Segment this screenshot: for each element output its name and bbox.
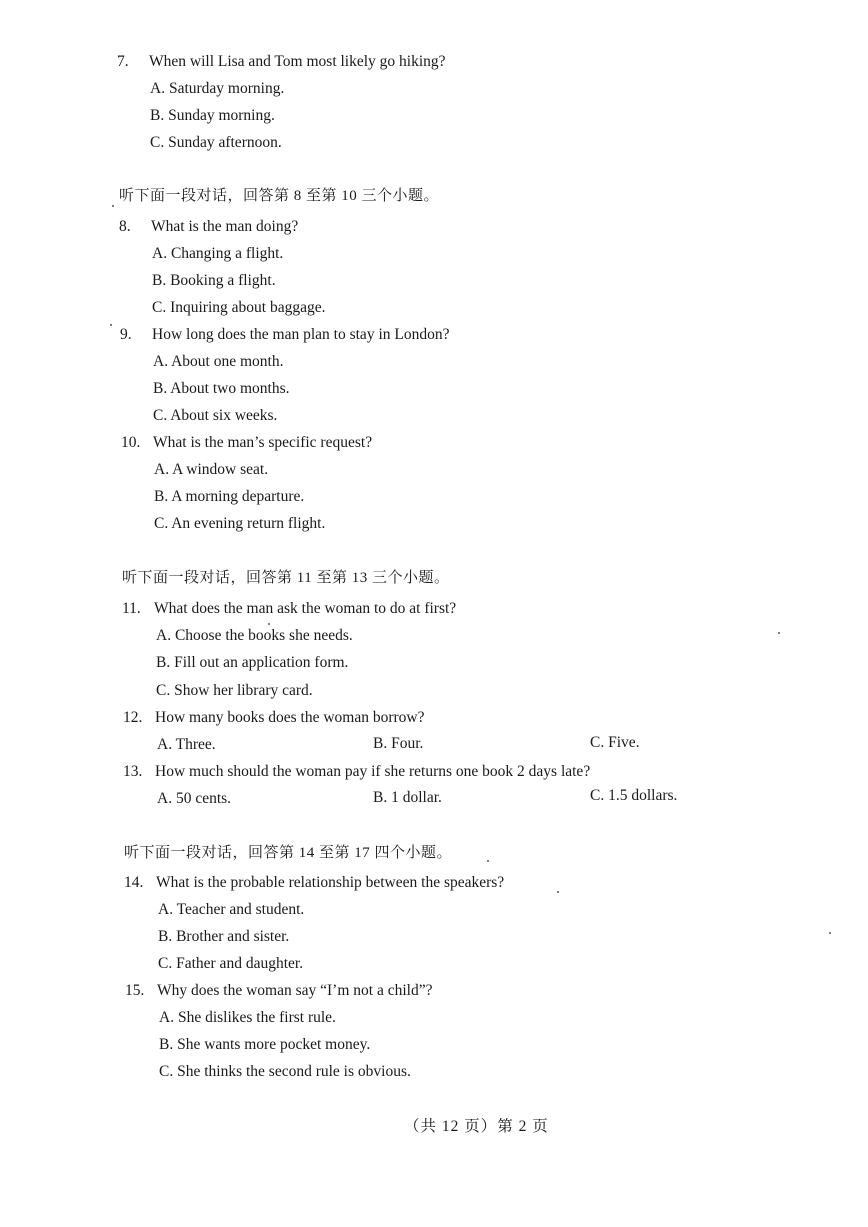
question-text: What is the man’s specific request? (153, 434, 373, 451)
page-footer: （共 12 页）第 2 页 (404, 1118, 549, 1135)
question-9 (120, 325, 449, 345)
option-a: A. She dislikes the first rule. (159, 1009, 336, 1026)
section-instruction-14-17: 听下面一段对话，回答第 14 至第 17 四个小题。 (124, 845, 453, 861)
question-number: 8. (119, 218, 131, 235)
scan-speck (487, 860, 489, 862)
question-7 (117, 52, 446, 72)
option-c: C. An evening return flight. (154, 515, 326, 532)
question-text: How much should the woman pay if she returns one book 2 days late? (155, 763, 591, 780)
question-14 (124, 873, 504, 893)
question-text: How many books does the woman borrow? (155, 709, 425, 726)
option-a: A. About one month. (153, 353, 284, 370)
option-c: C. About six weeks. (153, 407, 278, 424)
question-number: 12. (123, 709, 143, 726)
question-8 (119, 217, 298, 237)
option-c: C. She thinks the second rule is obvious. (159, 1063, 411, 1080)
question-number: 14. (124, 874, 144, 891)
question-15 (125, 981, 432, 1001)
option-a: A. A window seat. (154, 461, 269, 478)
option-b: B. About two months. (153, 380, 290, 397)
question-number: 9. (120, 326, 132, 343)
question-text: When will Lisa and Tom most likely go hiking? (149, 53, 446, 70)
option-c: C. Five. (590, 734, 640, 751)
option-a: A. 50 cents. (157, 790, 232, 807)
scan-speck (268, 623, 270, 625)
option-c: C. Inquiring about baggage. (152, 299, 326, 316)
option-b: B. She wants more pocket money. (159, 1036, 371, 1053)
option-a: A. Saturday morning. (150, 80, 285, 97)
option-a: A. Teacher and student. (158, 901, 305, 918)
question-text: How long does the man plan to stay in London? (152, 326, 450, 343)
question-text: What does the man ask the woman to do at first? (154, 600, 457, 617)
question-number: 15. (125, 982, 145, 999)
option-c: C. Sunday afternoon. (150, 134, 282, 151)
option-b: B. Booking a flight. (152, 272, 276, 289)
question-12 (123, 708, 424, 728)
option-c: C. Father and daughter. (158, 955, 304, 972)
option-b: B. A morning departure. (154, 488, 305, 505)
option-a: A. Choose the books she needs. (156, 627, 353, 644)
option-b: B. Brother and sister. (158, 928, 290, 945)
option-c: C. Show her library card. (156, 682, 313, 699)
section-instruction-8-10: 听下面一段对话，回答第 8 至第 10 三个小题。 (119, 188, 440, 204)
question-11 (122, 599, 456, 619)
option-b: B. 1 dollar. (373, 789, 442, 806)
option-c: C. 1.5 dollars. (590, 787, 678, 804)
option-b: B. Four. (373, 735, 424, 752)
question-number: 11. (122, 600, 141, 617)
option-b: B. Fill out an application form. (156, 654, 349, 671)
question-10 (121, 433, 372, 453)
question-number: 10. (121, 434, 141, 451)
option-b: B. Sunday morning. (150, 107, 275, 124)
scan-speck (829, 932, 831, 934)
question-number: 13. (123, 763, 143, 780)
question-number: 7. (117, 53, 129, 70)
scan-speck (557, 891, 559, 893)
option-a: A. Changing a flight. (152, 245, 284, 262)
scan-speck (110, 324, 112, 326)
option-a: A. Three. (157, 736, 216, 753)
section-instruction-11-13: 听下面一段对话，回答第 11 至第 13 三个小题。 (122, 570, 450, 586)
question-text: What is the probable relationship between the speakers? (156, 874, 505, 891)
question-text: Why does the woman say “I’m not a child”? (157, 982, 433, 999)
question-13 (123, 762, 590, 782)
scan-speck (112, 205, 114, 207)
question-text: What is the man doing? (151, 218, 299, 235)
scan-speck (778, 632, 780, 634)
